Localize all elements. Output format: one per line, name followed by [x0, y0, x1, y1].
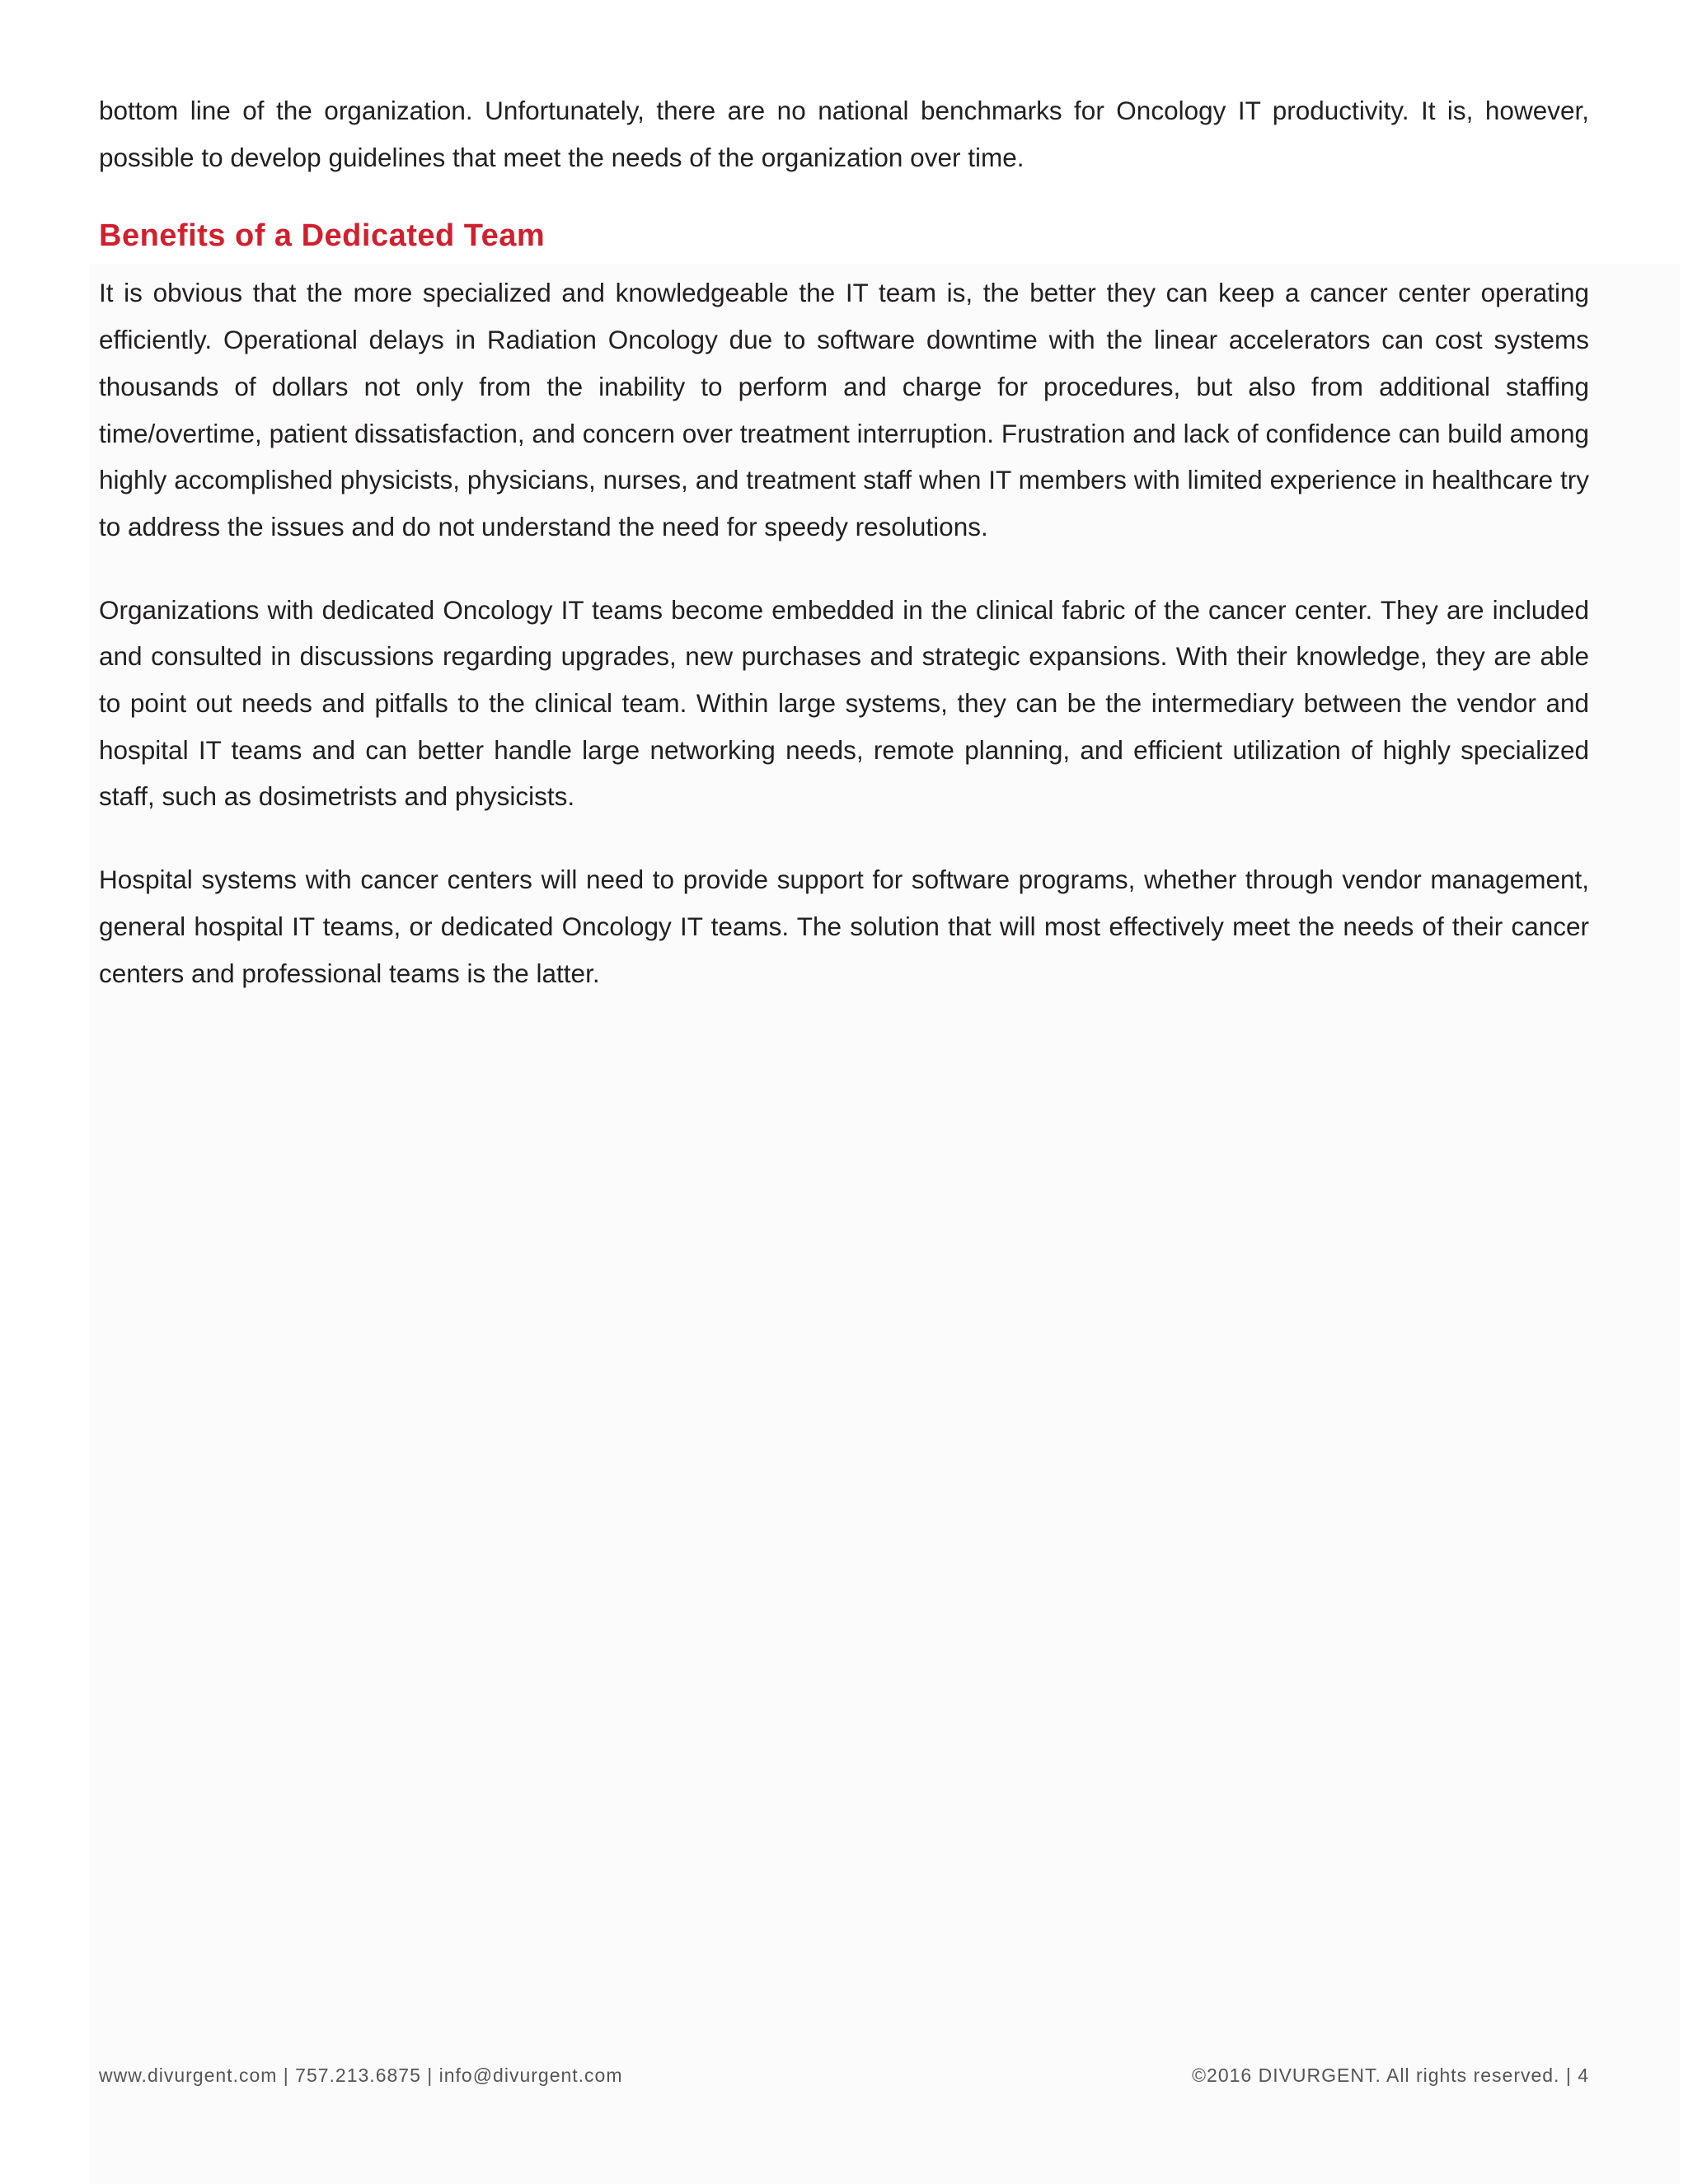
document-body	[99, 87, 1589, 1033]
body-paragraph-3: Hospital systems with cancer centers will need to provide support for software programs, whether through vendor management, general hospital IT teams, or dedicated Oncology IT teams. The solution that will most effectively meet the needs of their cancer centers and professional teams is the latter.	[99, 865, 1589, 988]
footer-copyright: ©2016 DIVURGENT. All rights reserved. | 4	[1192, 2064, 1589, 2086]
intro-paragraph: bottom line of the organization. Unfortunately, there are no national benchmarks for Oncology IT productivity. It is, however, possible to develop guidelines that meet the needs of the organization over time.	[99, 96, 1589, 172]
page-footer	[99, 2060, 1589, 2090]
body-paragraph-2: Organizations with dedicated Oncology IT teams become embedded in the clinical fabric of the cancer center. They are included and consulted in discussions regarding upgrades, new purchases and strategic expansions. With their knowledge, they are able to point out needs and pitfalls to the clinical team. Within large systems, they can be the intermediary between the vendor and hospital IT teams and can better handle large networking needs, remote planning, and efficient utilization of highly specialized staff, such as dosimetrists and physicists.	[99, 594, 1589, 812]
footer-contact: www.divurgent.com | 757.213.6875 | info@divurgent.com	[99, 2064, 623, 2086]
section-heading: Benefits of a Dedicated Team	[99, 218, 546, 254]
body-paragraph-1: It is obvious that the more specialized and knowledgeable the IT team is, the better they can keep a cancer center operating efficiently. Operational delays in Radiation Oncology due to software downtime with the linear accelerators can cost systems thousands of dollars not only from the inability to perform and charge for procedures, but also from additional staffing time/overtime, patient dissatisfaction, and concern over treatment interruption. Frustration and lack of confidence can build among highly accomplished physicists, physicians, nurses, and treatment staff when IT members with limited experience in healthcare try to address the issues and do not understand the need for speedy resolutions.	[99, 278, 1589, 541]
